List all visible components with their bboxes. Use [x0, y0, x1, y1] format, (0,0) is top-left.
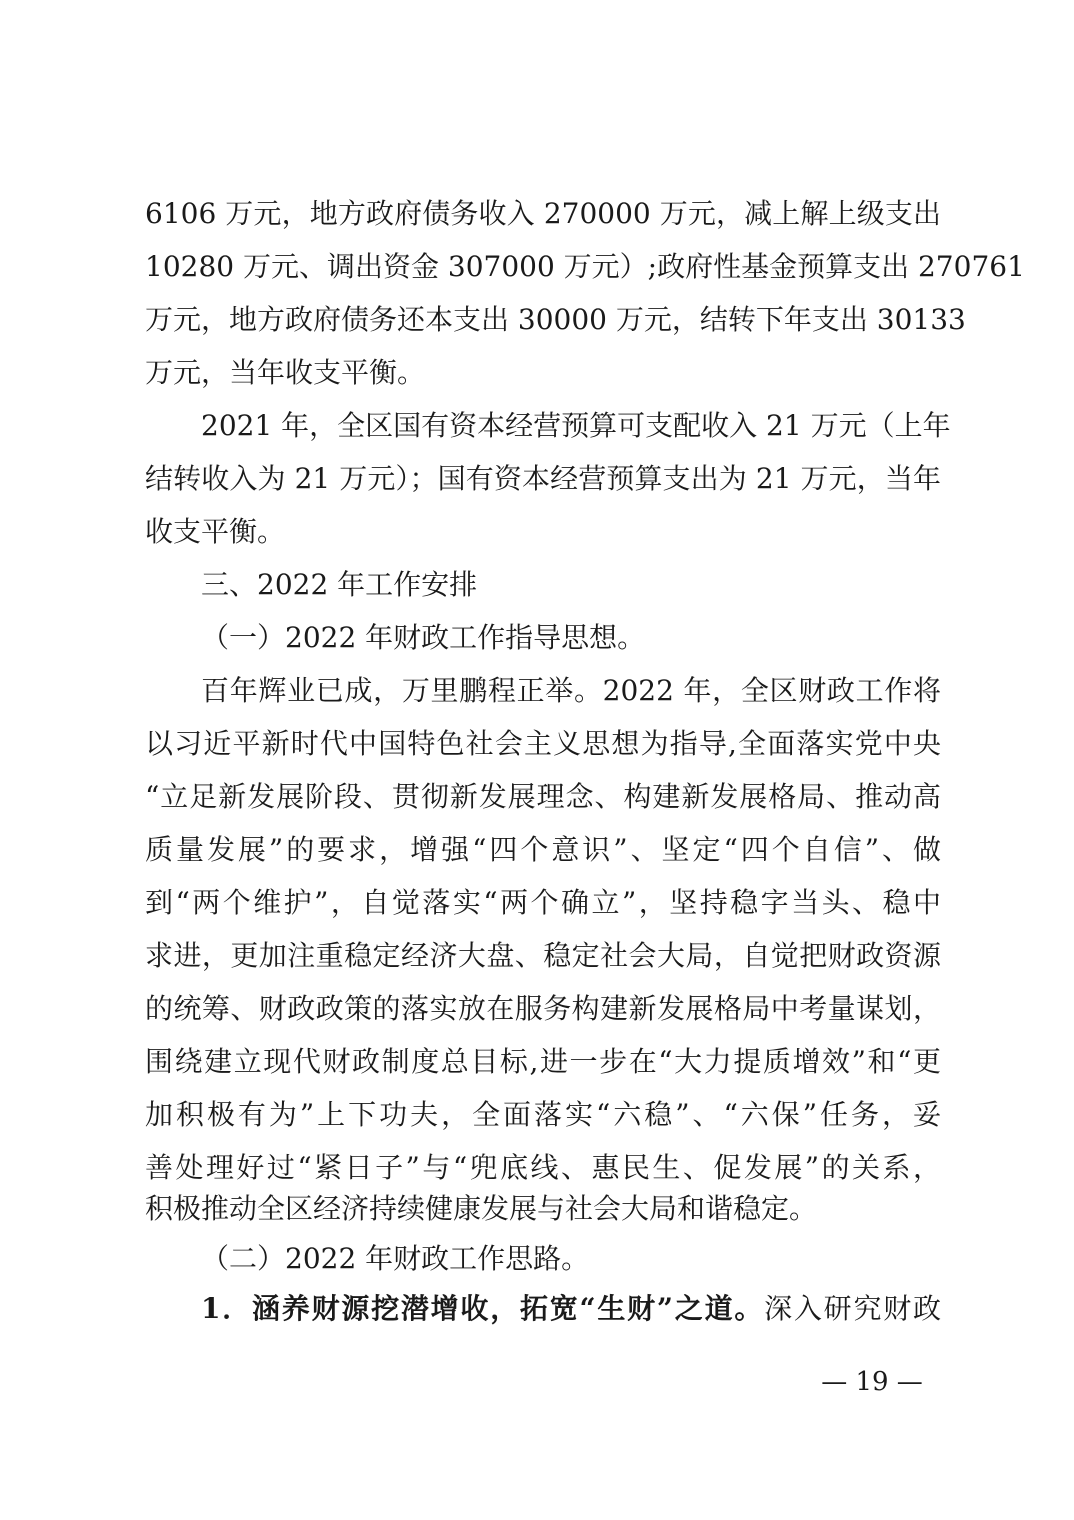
guiding-line-9: 加积极有为”上下功夫，全面落实“六稳”、“六保”任务，妥: [145, 1098, 941, 1131]
guiding-line-5: 到“两个维护”，自觉落实“两个确立”，坚持稳字当头、稳中: [145, 886, 941, 919]
item-1-text: 深入研究财政: [764, 1292, 941, 1325]
item-1-line: [201, 1290, 941, 1328]
guiding-line-2: 以习近平新时代中国特色社会主义思想为指导,全面落实党中央: [145, 727, 941, 760]
page-number: — 19 —: [821, 1367, 923, 1397]
capital-line-3: 收支平衡。: [145, 515, 286, 548]
guiding-line-10: 善处理好过“紧日子”与“兜底线、惠民生、促发展”的关系，: [145, 1151, 941, 1184]
budget-line-4: 万元，当年收支平衡。: [145, 356, 426, 389]
section-heading: 三、2022 年工作安排: [201, 568, 478, 601]
guiding-line-8: 围绕建立现代财政制度总目标,进一步在“大力提质增效”和“更: [145, 1045, 941, 1078]
budget-line-1: 6106 万元，地方政府债务收入 270000 万元，减上解上级支出: [145, 197, 941, 230]
budget-line-3: 万元，地方政府债务还本支出 30000 万元，结转下年支出 30133: [145, 303, 966, 336]
item-1-bold-text: 1．涵养财源挖潜增收，拓宽“生财”之道。: [201, 1292, 765, 1325]
guiding-line-4: 质量发展”的要求，增强“四个意识”、坚定“四个自信”、做: [145, 833, 941, 866]
subsection-1-heading: （一）2022 年财政工作指导思想。: [201, 621, 646, 654]
guiding-line-1: 百年辉业已成，万里鹏程正举。2022 年，全区财政工作将: [201, 674, 941, 707]
guiding-line-11: 积极推动全区经济持续健康发展与社会大局和谐稳定。: [145, 1192, 818, 1225]
guiding-line-6: 求进，更加注重稳定经济大盘、稳定社会大局，自觉把财政资源: [145, 939, 941, 972]
capital-line-1: 2021 年，全区国有资本经营预算可支配收入 21 万元（上年: [201, 409, 951, 442]
guiding-line-7: 的统筹、财政政策的落实放在服务构建新发展格局中考量谋划，: [145, 992, 941, 1025]
capital-line-2: 结转收入为 21 万元）；国有资本经营预算支出为 21 万元，当年: [145, 462, 941, 495]
budget-line-2: 10280 万元、调出资金 307000 万元）;政府性基金预算支出 270761: [145, 250, 1025, 283]
subsection-2-heading: （二）2022 年财政工作思路。: [201, 1242, 590, 1275]
guiding-line-3: “立足新发展阶段、贯彻新发展理念、构建新发展格局、推动高: [145, 780, 941, 813]
